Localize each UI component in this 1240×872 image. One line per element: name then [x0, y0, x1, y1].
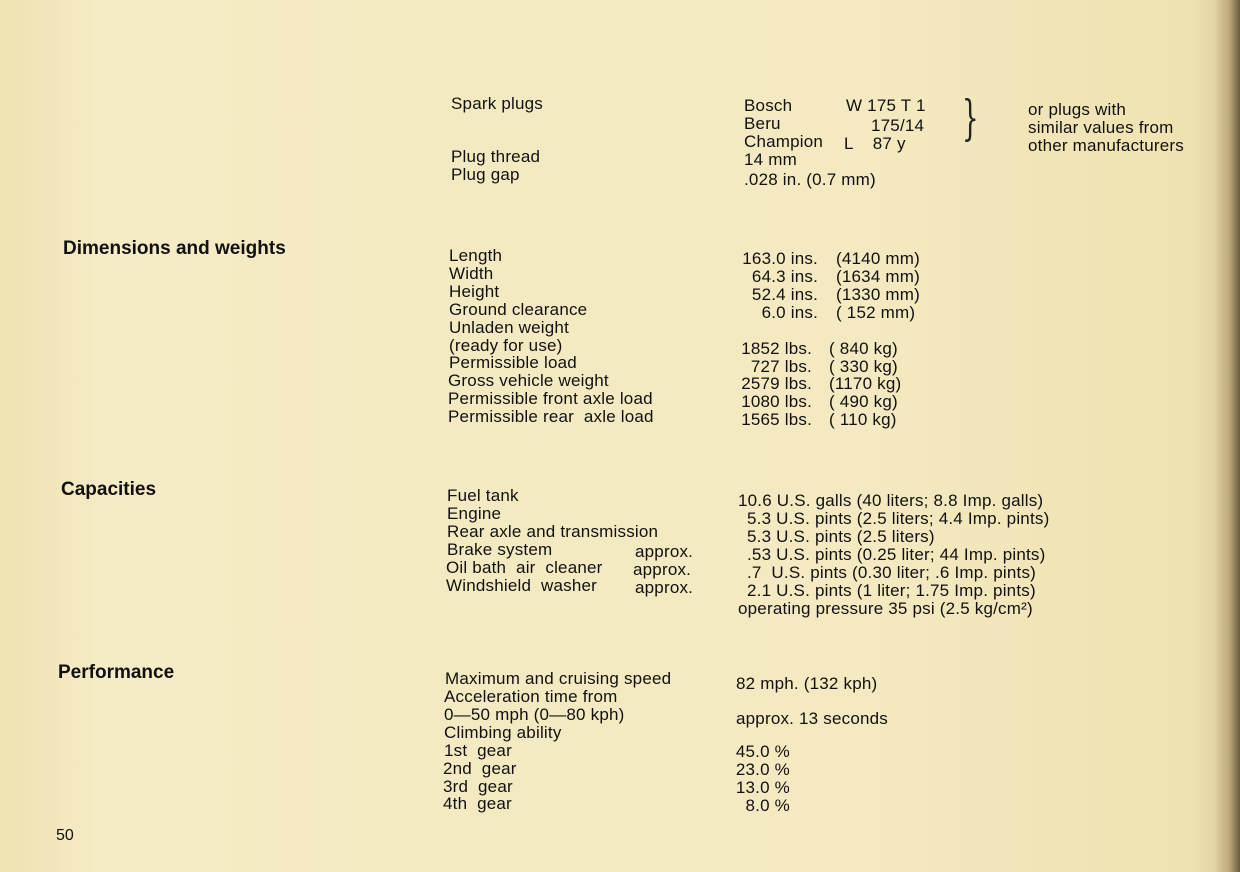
spark-note-line1: or plugs with — [1028, 100, 1127, 119]
dim-label: Width — [449, 264, 494, 283]
cap-label: Brake system — [447, 540, 553, 559]
dim-metric: (4140 mm) — [836, 249, 920, 268]
perf-label: 4th gear — [443, 794, 512, 813]
dim-value: 2579 lbs. — [741, 374, 812, 393]
cap-label: Windshield washer — [446, 576, 597, 595]
perf-label: 0—50 mph (0—80 kph) — [444, 705, 625, 724]
performance-heading: Performance — [58, 662, 175, 683]
dim-value: 727 lbs. — [750, 357, 812, 376]
perf-value: 13.0 % — [735, 778, 790, 797]
cap-value: 2.1 U.S. pints (1 liter; 1.75 Imp. pints) — [747, 581, 1036, 600]
spark-plugs-label: Spark plugs — [451, 94, 543, 113]
dim-metric: ( 840 kg) — [829, 339, 898, 358]
dim-label: Permissible front axle load — [448, 389, 653, 408]
perf-label: Maximum and cruising speed — [445, 669, 672, 688]
spark-code-bosch: W 175 T 1 — [846, 96, 926, 115]
dim-label: Height — [449, 282, 500, 301]
dim-value: 52.4 ins. — [751, 285, 818, 304]
perf-value: approx. 13 seconds — [736, 709, 888, 728]
dimensions-heading: Dimensions and weights — [63, 238, 286, 259]
cap-value: 5.3 U.S. pints (2.5 liters) — [747, 527, 935, 546]
dim-value: 6.0 ins. — [761, 303, 818, 322]
cap-value: 5.3 U.S. pints (2.5 liters; 4.4 Imp. pints) — [747, 509, 1050, 528]
cap-label: Engine — [447, 504, 502, 523]
dim-value: 1565 lbs. — [741, 410, 812, 429]
perf-label: Climbing ability — [444, 723, 562, 742]
spark-note-line2: similar values from — [1028, 118, 1174, 137]
page-fold-shadow — [1214, 0, 1240, 872]
perf-value: 82 mph. (132 kph) — [736, 674, 878, 693]
perf-label: Acceleration time from — [444, 687, 618, 706]
perf-value: 45.0 % — [735, 742, 790, 761]
dim-metric: (1170 kg) — [829, 374, 902, 393]
perf-value: 23.0 % — [735, 760, 790, 779]
cap-approx: approx. — [635, 542, 694, 561]
dim-label: Gross vehicle weight — [448, 371, 609, 390]
dim-value: 64.3 ins. — [751, 267, 818, 286]
cap-value: 10.6 U.S. galls (40 liters; 8.8 Imp. galls) — [738, 491, 1044, 510]
right-brace: } — [961, 90, 979, 146]
spark-code-champion: L 87 y — [844, 134, 906, 153]
capacities-heading: Capacities — [61, 479, 157, 500]
page-number: 50 — [56, 827, 74, 844]
dim-label: Length — [449, 246, 503, 265]
dim-label: Unladen weight — [449, 318, 569, 337]
perf-value: 8.0 % — [745, 796, 790, 815]
dim-metric: ( 110 kg) — [829, 410, 897, 429]
dim-value: 163.0 ins. — [742, 249, 818, 268]
cap-label: Fuel tank — [447, 486, 519, 505]
dim-value: 1080 lbs. — [741, 392, 812, 411]
spark-note-line3: other manufacturers — [1028, 136, 1184, 155]
perf-label: 3rd gear — [443, 777, 513, 796]
dim-label: Ground clearance — [449, 300, 588, 319]
cap-label: Rear axle and transmission — [447, 522, 659, 541]
cap-value: .53 U.S. pints (0.25 liter; 44 Imp. pints) — [747, 545, 1046, 564]
dim-metric: ( 330 kg) — [829, 357, 898, 376]
cap-pressure: operating pressure 35 psi (2.5 kg/cm²) — [738, 599, 1033, 618]
cap-approx: approx. — [633, 560, 692, 579]
cap-value: .7 U.S. pints (0.30 liter; .6 Imp. pints) — [747, 563, 1037, 582]
dim-label: Permissible load — [449, 353, 577, 372]
perf-label: 1st gear — [444, 741, 512, 760]
dim-label: Permissible rear axle load — [448, 407, 654, 426]
plug-gap-value: .028 in. (0.7 mm) — [744, 170, 876, 189]
cap-label: Oil bath air cleaner — [446, 558, 603, 577]
dim-metric: (1634 mm) — [836, 267, 920, 286]
dim-label: (ready for use) — [449, 336, 563, 355]
plug-gap-label: Plug gap — [451, 165, 520, 184]
plug-thread-value: 14 mm — [744, 150, 797, 169]
spark-brand-champion: Champion — [744, 132, 824, 151]
cap-approx: approx. — [635, 578, 694, 597]
dim-value: 1852 lbs. — [741, 339, 812, 358]
plug-thread-label: Plug thread — [451, 147, 541, 166]
dim-metric: ( 490 kg) — [829, 392, 898, 411]
spark-brand-bosch: Bosch — [744, 96, 793, 115]
dim-metric: ( 152 mm) — [836, 303, 916, 322]
perf-label: 2nd gear — [443, 759, 517, 778]
spark-brand-beru: Beru — [744, 114, 781, 133]
dim-metric: (1330 mm) — [836, 285, 920, 304]
spark-code-beru: 175/14 — [871, 116, 925, 135]
